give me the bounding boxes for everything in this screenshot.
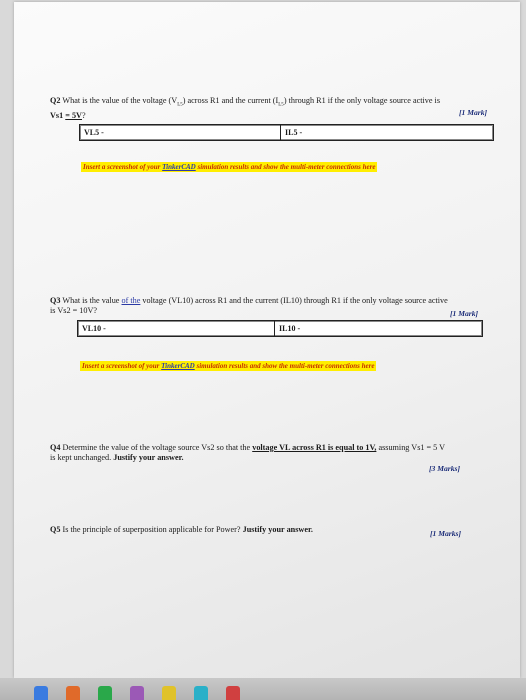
q2-instruction bbox=[81, 162, 377, 172]
q3-text-3: is Vs2 = 10V? bbox=[50, 306, 97, 315]
q2-sub-1: L5 bbox=[177, 102, 183, 108]
taskbar-app-icon[interactable] bbox=[130, 686, 144, 700]
q3-instruction bbox=[80, 361, 376, 371]
taskbar-app-icon[interactable] bbox=[226, 686, 240, 700]
taskbar-app-icon[interactable] bbox=[34, 686, 48, 700]
q2-label: Q2 bbox=[50, 96, 61, 105]
q2-text-2: ) across R1 and the current (I bbox=[182, 96, 279, 105]
q2-sub-2: L5 bbox=[278, 102, 284, 108]
q3-question bbox=[50, 296, 500, 316]
q3-text-1: What is the value bbox=[62, 296, 122, 305]
q4-justify: Justify your answer. bbox=[113, 453, 184, 462]
q3-instruction-post: simulation results and show the multi-meter connections here bbox=[194, 362, 375, 370]
q2-source-label: Vs1 bbox=[50, 110, 66, 120]
q2-instruction-post: simulation results and show the multi-meter connections here bbox=[195, 163, 376, 171]
q2-text-1: What is the value of the voltage (V bbox=[62, 96, 178, 105]
q2-answer-table bbox=[79, 124, 494, 141]
q3-tinkercad-link[interactable]: TinkerCAD bbox=[161, 362, 195, 370]
q5-text: Is the principle of superposition applicable for Power? bbox=[62, 525, 243, 534]
q2-answer-voltage[interactable]: VL5 - bbox=[84, 128, 104, 137]
taskbar-app-icon[interactable] bbox=[194, 686, 208, 700]
q3-marks: [1 Mark] bbox=[450, 309, 479, 318]
taskbar bbox=[0, 678, 526, 700]
q4-text-bold: voltage VL across R1 is equal to 1V, bbox=[252, 443, 377, 452]
q4-question bbox=[50, 443, 500, 463]
q4-text-2: assuming Vs1 = 5 V bbox=[376, 443, 446, 452]
q2-question bbox=[50, 96, 500, 121]
q3-answer-current[interactable]: IL10 - bbox=[279, 324, 301, 333]
q5-label: Q5 bbox=[50, 525, 61, 534]
taskbar-app-icon[interactable] bbox=[162, 686, 176, 700]
taskbar-app-icon[interactable] bbox=[66, 686, 80, 700]
q5-question bbox=[50, 525, 430, 535]
q2-marks: [1 Mark] bbox=[459, 108, 488, 117]
q3-text-2: voltage (VL10) across R1 and the current (IL10) through R1 if the only voltage source active bbox=[140, 296, 448, 305]
q3-answer-table bbox=[77, 320, 483, 337]
q3-answer-voltage[interactable]: VL10 - bbox=[82, 324, 106, 333]
q4-text-1: Determine the value of the voltage source Vs2 so that the bbox=[62, 443, 253, 452]
q4-text-3: is kept unchanged. bbox=[50, 453, 114, 462]
q4-label: Q4 bbox=[50, 443, 61, 452]
q4-marks: [3 Marks] bbox=[429, 464, 461, 473]
q3-instruction-pre: Insert a screenshot of your bbox=[82, 362, 162, 370]
q2-question-mark: ? bbox=[81, 110, 86, 120]
q2-text-3: ) through R1 if the only voltage source active is bbox=[283, 96, 441, 105]
q2-tinkercad-link[interactable]: TinkerCAD bbox=[162, 163, 196, 171]
q3-label: Q3 bbox=[50, 296, 61, 305]
q2-instruction-pre: Insert a screenshot of your bbox=[83, 163, 163, 171]
q3-text-link: of the bbox=[121, 296, 141, 305]
taskbar-app-icon[interactable] bbox=[98, 686, 112, 700]
q5-marks: [1 Marks] bbox=[430, 529, 462, 538]
q5-justify: Justify your answer. bbox=[242, 525, 313, 534]
q2-answer-current[interactable]: IL5 - bbox=[285, 128, 303, 137]
q2-source-value: = 5V bbox=[65, 110, 82, 120]
